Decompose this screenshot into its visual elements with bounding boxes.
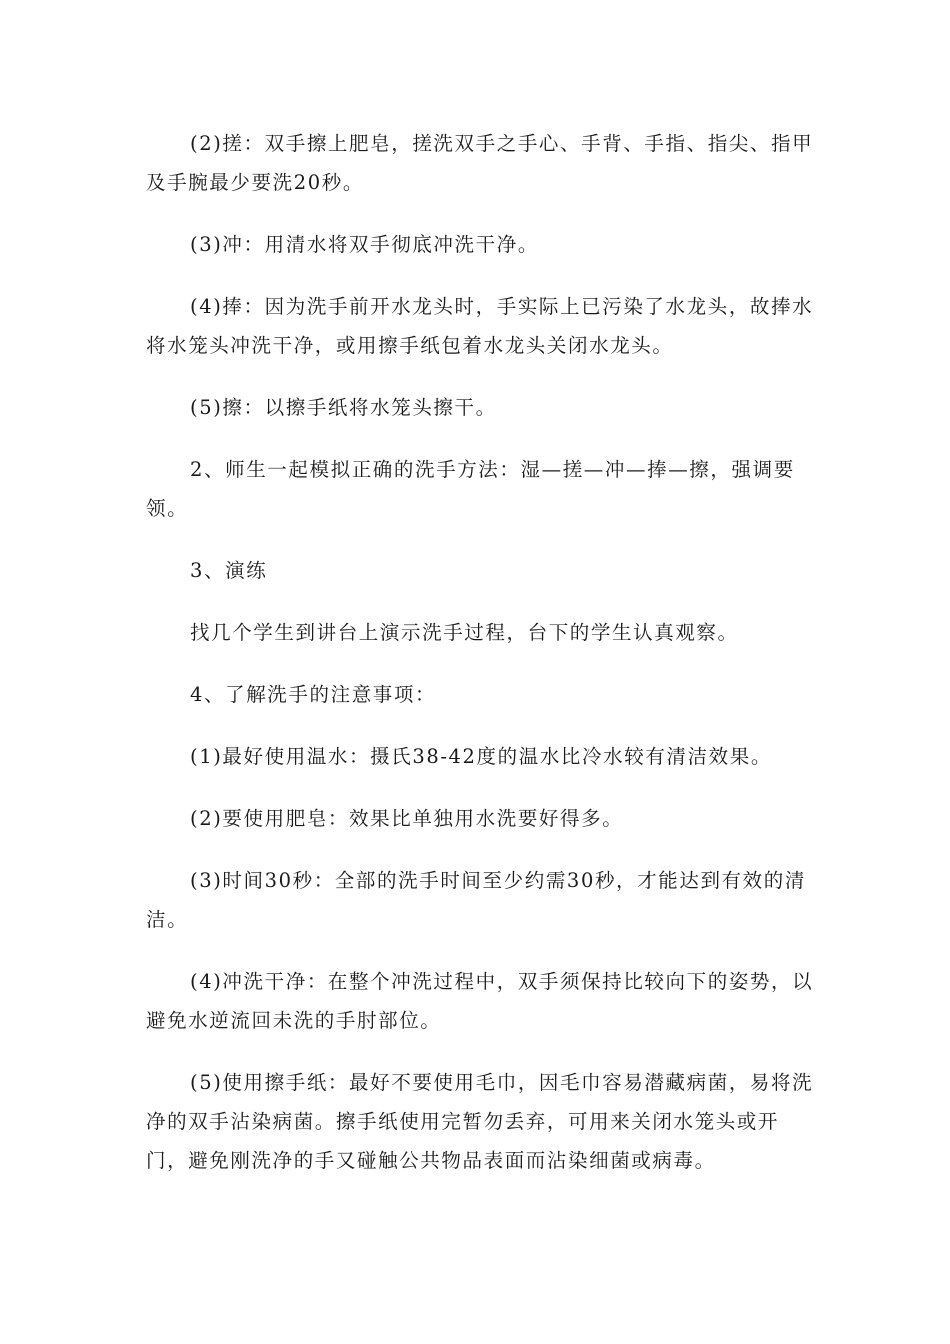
paragraph-dry: (5)擦：以擦手纸将水笼头擦干。 <box>190 396 497 419</box>
paragraph-time: (3)时间30秒：全部的洗手时间至少约需30秒，才能达到有效的清洁。 <box>146 869 806 931</box>
paragraph-warm-water: (1)最好使用温水：摄氏38-42度的温水比冷水较有清洁效果。 <box>190 745 772 768</box>
paragraph-paper-towel: (5)使用擦手纸：最好不要使用毛巾，因毛巾容易潜藏病菌，易将洗净的双手沾染病菌。擦手纸使用完暂勿丢弃，可用来关闭水笼头或开门，避免刚洗净的手又碰触公共物品表面而沾染细菌或病毒。 <box>146 1071 814 1172</box>
paragraph-notes-heading: 4、了解洗手的注意事项： <box>190 683 437 706</box>
paragraph-simulate: 2、师生一起模拟正确的洗手方法：湿—搓—冲—捧—擦，强调要领。 <box>146 458 795 520</box>
paragraph-rinse: (3)冲：用清水将双手彻底冲洗干净。 <box>190 233 539 256</box>
paragraph-soap: (2)要使用肥皂：效果比单独用水洗要好得多。 <box>190 807 624 830</box>
paragraph-rub: (2)搓：双手擦上肥皂，搓洗双手之手心、手背、手指、指尖、指甲及手腕最少要洗20秒。 <box>146 132 814 194</box>
paragraph-practice-heading: 3、演练 <box>190 559 268 582</box>
paragraph-rinse-clean: (4)冲洗干净：在整个冲洗过程中，双手须保持比较向下的姿势，以避免水逆流回未洗的手肘部位。 <box>146 970 814 1032</box>
paragraph-practice: 找几个学生到讲台上演示洗手过程，台下的学生认真观察。 <box>190 621 739 644</box>
document-body <box>146 124 814 1180</box>
paragraph-scoop: (4)捧：因为洗手前开水龙头时，手实际上已污染了水龙头，故捧水将水笼头冲洗干净，或用擦手纸包着水龙头关闭水龙头。 <box>146 295 814 357</box>
